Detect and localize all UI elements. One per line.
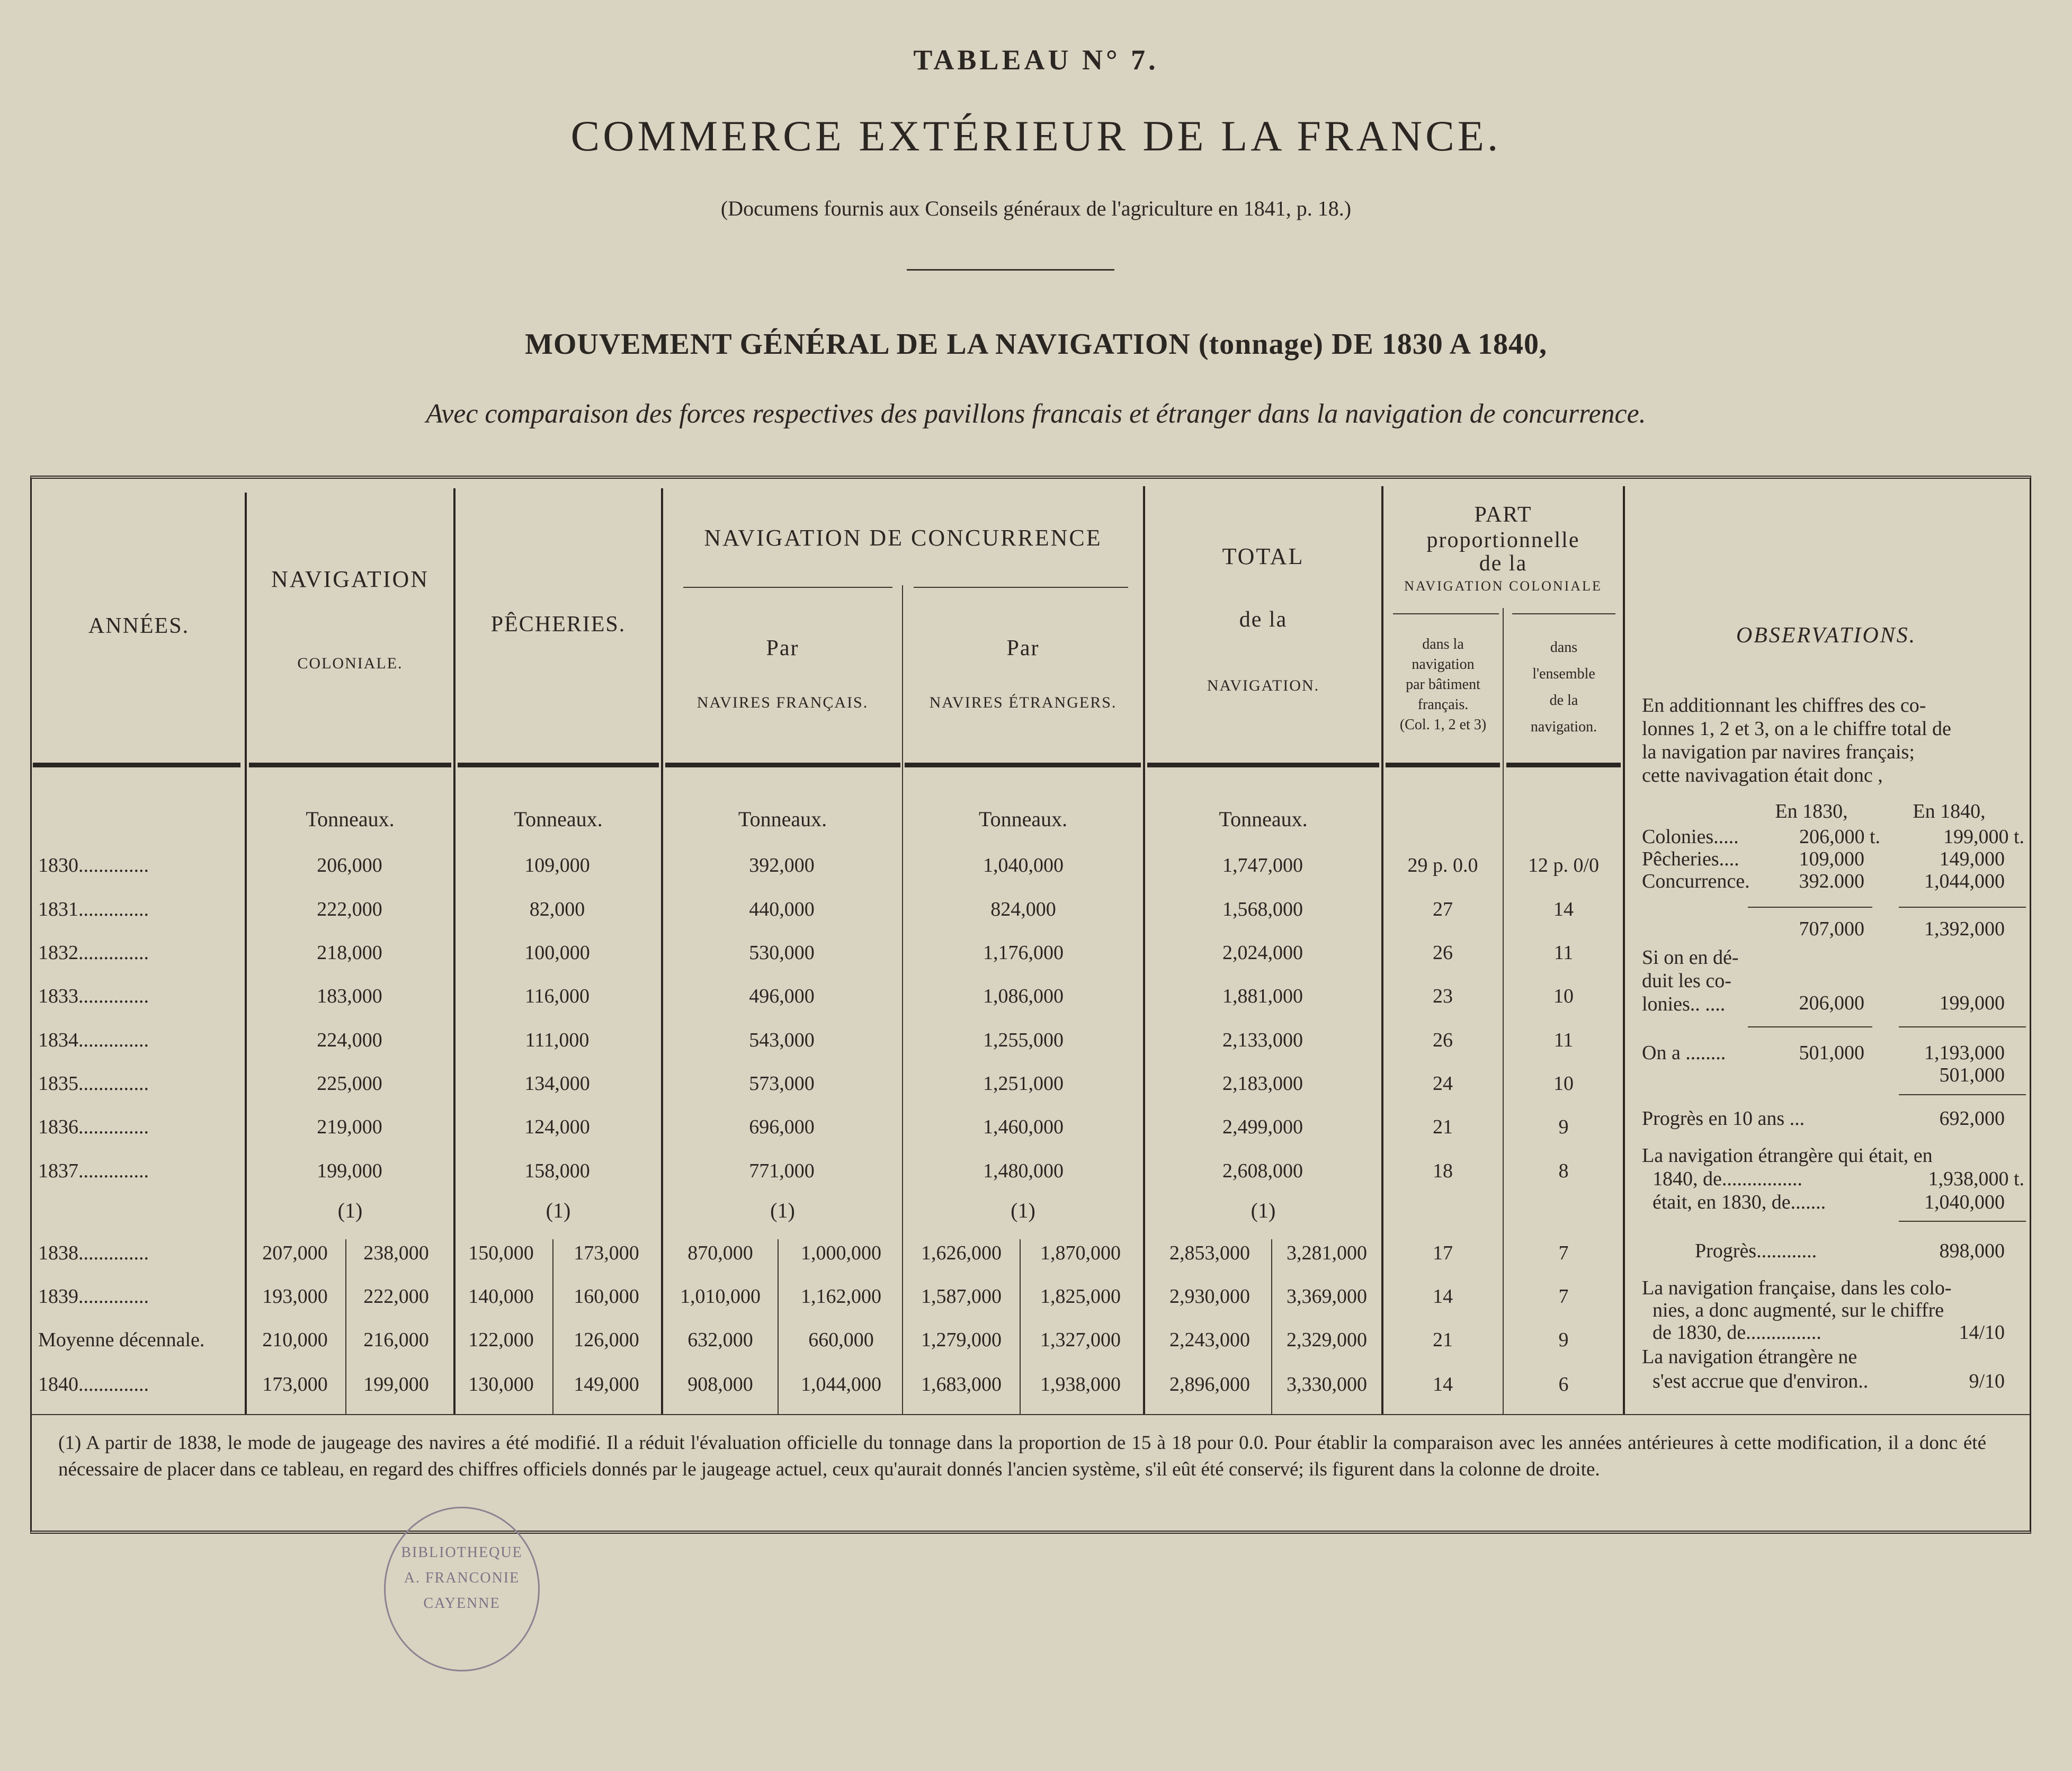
page-title: COMMERCE EXTÉRIEUR DE LA FRANCE.: [570, 112, 1502, 160]
row-year: 1831..............: [38, 898, 149, 920]
row-part-b: 11: [1553, 1029, 1574, 1051]
section-title: MOUVEMENT GÉNÉRAL DE LA NAVIGATION (tonnage) DE 1830 A 1840,: [524, 328, 1547, 361]
unit-tonneaux: Tonneaux.: [1219, 807, 1308, 831]
table-cell: 1,460,000: [983, 1116, 1064, 1138]
obs-etr-2-value: 1,938,000 t.: [1928, 1168, 2024, 1190]
table-cell: 1,010,000: [680, 1285, 761, 1308]
row-part-a: 23: [1433, 985, 1453, 1007]
obs-intro: [1642, 694, 1951, 787]
footnote: (1) A partir de 1838, le mode de jaugeage des navires a été modifié. Il a réduit l'évaluation officielle du tonnage dans la proportion de 15 à 18 pour 0.0. Pour établir la comparaison avec les années antérieures à cette modification, il a donc été nécessaire de placer dans ce tableau, en regard des chiffres officiels donnés par le jaugeage actuel, ceux qu'aurait donnés l'ancien système, s'il eût été conservé; ils figurent dans la colonne de droite.: [58, 1432, 1986, 1480]
obs-etr-3-value: 1,040,000: [1924, 1191, 2005, 1213]
table-cell: 1,870,000: [1040, 1242, 1121, 1264]
row-year: 1834..............: [38, 1029, 149, 1051]
unit-tonneaux: Tonneaux.: [738, 807, 827, 831]
row-year: 1832..............: [38, 942, 149, 964]
table-cell: 109,000: [524, 854, 590, 876]
row-part-a: 17: [1433, 1242, 1453, 1264]
obs-fr-3: de 1830, de...............: [1653, 1321, 1821, 1344]
table-cell: 2,243,000: [1169, 1329, 1250, 1351]
part-b-line: dans: [1550, 639, 1578, 656]
row-part-b: 8: [1558, 1160, 1569, 1182]
row-year: 1833..............: [38, 985, 149, 1007]
col-divider: [1381, 486, 1383, 1414]
table-cell: 210,000: [262, 1329, 328, 1351]
col-header-pecheries: PÊCHERIES.: [490, 612, 626, 637]
footnote-ref: (1): [770, 1198, 795, 1222]
table-cell: 771,000: [749, 1160, 815, 1182]
table-cell: 1,176,000: [983, 942, 1064, 964]
col-header-total-navigation: NAVIGATION.: [1207, 677, 1320, 694]
obs-concurrence-1830: 392.000: [1799, 870, 1864, 892]
table-cell: 1,480,000: [983, 1160, 1064, 1182]
obs-rule: [1899, 1026, 2026, 1027]
col-header-part-b: [1505, 634, 1623, 740]
row-part-a: 29 p. 0.0: [1407, 854, 1478, 876]
obs-fr-5: s'est accrue que d'environ..: [1653, 1370, 1869, 1392]
table-cell: 440,000: [749, 898, 815, 920]
unit-tonneaux: Tonneaux.: [514, 807, 603, 831]
obs-fr-2: nies, a donc augmenté, sur le chiffre: [1653, 1299, 1944, 1321]
table-cell: 2,896,000: [1169, 1373, 1250, 1396]
row-year: 1838..............: [38, 1242, 149, 1264]
row-part-b: 12 p. 0/0: [1528, 854, 1600, 876]
table-cell: 824,000: [990, 898, 1056, 920]
table-cell: 216,000: [363, 1329, 429, 1351]
table-cell: 1,040,000: [983, 854, 1064, 876]
obs-fr-5-value: 9/10: [1969, 1370, 2005, 1392]
footnote-ref: (1): [1011, 1198, 1035, 1222]
stamp-line: A. FRANCONIE: [404, 1570, 520, 1586]
row-part-b: 7: [1558, 1285, 1569, 1308]
row-part-b: 10: [1553, 985, 1574, 1007]
part-a-line: dans la: [1422, 636, 1464, 652]
part-a-line: navigation: [1412, 656, 1475, 673]
header-rule: [33, 763, 240, 767]
obs-colonies-1830: 206,000 t.: [1799, 826, 1880, 848]
row-part-b: 9: [1558, 1329, 1569, 1351]
unit-tonneaux: Tonneaux.: [306, 807, 395, 831]
col-header-par-fr: Par: [766, 636, 799, 660]
table-cell: 632,000: [687, 1329, 753, 1351]
obs-pecheries: Pêcheries....: [1642, 848, 1739, 870]
footnote-ref: (1): [337, 1198, 363, 1222]
obs-etr-1: La navigation étrangère qui était, en: [1642, 1144, 1933, 1167]
col-header-concurrence: NAVIGATION DE CONCURRENCE: [704, 525, 1102, 551]
obs-sum-1830: 707,000: [1799, 918, 1864, 940]
table-cell: 573,000: [749, 1072, 815, 1095]
obs-line: En additionnant les chiffres des co-: [1642, 694, 1926, 717]
table-cell: 134,000: [524, 1072, 590, 1095]
table-cell: 130,000: [468, 1373, 534, 1396]
table-cell: 116,000: [524, 985, 590, 1007]
part-a-line: français.: [1417, 696, 1469, 713]
section-subtitle: Avec comparaison des forces respectives des pavillons francais et étranger dans la navigation de concurrence.: [426, 399, 1646, 429]
library-stamp: [384, 1507, 540, 1671]
table-cell: 222,000: [363, 1285, 429, 1308]
table-cell: 496,000: [749, 985, 815, 1007]
obs-progres10: Progrès en 10 ans ...: [1642, 1107, 1805, 1130]
table-cell: 908,000: [687, 1373, 753, 1396]
obs-line: la navigation par navires français;: [1642, 741, 1915, 763]
obs-rule: [1748, 1026, 1872, 1027]
row-part-a: 27: [1433, 898, 1453, 920]
obs-concurrence: Concurrence.: [1642, 870, 1750, 892]
row-part-b: 7: [1558, 1242, 1569, 1264]
row-part-b: 14: [1553, 898, 1574, 920]
unit-tonneaux: Tonneaux.: [978, 807, 1068, 831]
row-year: 1837..............: [38, 1160, 149, 1182]
col-header-annees: ANNÉES.: [88, 614, 190, 638]
table-cell: 1,587,000: [921, 1285, 1002, 1308]
table-cell: 1,568,000: [1222, 898, 1303, 920]
title-rule: [907, 269, 1114, 271]
obs-pecheries-1840: 149,000: [1939, 848, 2005, 870]
table-cell: 1,086,000: [983, 985, 1064, 1007]
row-part-a: 14: [1433, 1373, 1453, 1396]
row-part-a: 14: [1433, 1285, 1453, 1308]
obs-progres-value: 898,000: [1939, 1240, 2005, 1262]
table-cell: 660,000: [808, 1329, 874, 1351]
obs-colonies-1840: 199,000 t.: [1943, 826, 2024, 848]
table-cell: 193,000: [262, 1285, 328, 1308]
obs-ona-1840: 1,193,000: [1924, 1042, 2005, 1064]
brace-line: [1512, 613, 1615, 614]
table-cell: 219,000: [317, 1116, 382, 1138]
table-cell: 173,000: [262, 1373, 328, 1396]
header-rule: [249, 763, 451, 767]
part-b-line: de la: [1549, 692, 1578, 709]
col-header-navires-etrangers: NAVIRES ÉTRANGERS.: [929, 694, 1117, 711]
row-year: 1839..............: [38, 1285, 149, 1308]
header-rule: [1506, 763, 1621, 767]
obs-progres: Progrès............: [1695, 1240, 1817, 1262]
table-cell: 222,000: [317, 898, 382, 920]
obs-rule: [1748, 907, 1872, 908]
stamp-line: BIBLIOTHEQUE: [401, 1544, 523, 1561]
table-cell: 1,825,000: [1040, 1285, 1121, 1308]
table-cell: 158,000: [524, 1160, 590, 1182]
table-cell: 1,881,000: [1222, 985, 1303, 1007]
row-year: 1836..............: [38, 1116, 149, 1138]
table-cell: 1,000,000: [801, 1242, 881, 1264]
obs-sum-1840: 1,392,000: [1924, 918, 2005, 940]
obs-line: Si on en dé-: [1642, 946, 1739, 969]
header-rule: [665, 763, 900, 767]
obs-progres10-value: 692,000: [1939, 1107, 2005, 1130]
col-header-coloniale: COLONIALE.: [297, 655, 403, 672]
table-cell: 2,329,000: [1287, 1329, 1367, 1351]
table-cell: 199,000: [317, 1160, 382, 1182]
col-header-observations: OBSERVATIONS.: [1736, 623, 1917, 648]
table-cell: 140,000: [468, 1285, 534, 1308]
header-rule: [458, 763, 659, 767]
col-header-proportionnelle: proportionnelle: [1426, 528, 1580, 552]
part-b-line: navigation.: [1530, 719, 1597, 735]
stamp-line: CAYENNE: [423, 1595, 501, 1612]
header-rule: [1386, 763, 1500, 767]
table-cell: 530,000: [749, 942, 815, 964]
part-a-line: (Col. 1, 2 et 3): [1399, 717, 1487, 733]
col-header-total: TOTAL: [1222, 543, 1305, 569]
row-year: 1830..............: [38, 854, 149, 876]
table-cell: 206,000: [317, 854, 382, 876]
footnote-ref: (1): [1251, 1198, 1276, 1222]
table-cell: 218,000: [317, 942, 382, 964]
table-cell: 696,000: [749, 1116, 815, 1138]
table-cell: 183,000: [317, 985, 382, 1007]
table-cell: 124,000: [524, 1116, 590, 1138]
obs-ona-minus: 501,000: [1939, 1064, 2005, 1086]
col-header-nav-coloniale: NAVIGATION COLONIALE: [1404, 578, 1602, 594]
obs-rule: [1899, 1094, 2026, 1095]
table-cell: 173,000: [574, 1242, 639, 1264]
table-cell: 1,626,000: [921, 1242, 1002, 1264]
table-cell: 1,255,000: [983, 1029, 1064, 1051]
obs-line: duit les co-: [1642, 970, 1731, 992]
obs-line: cette navivagation était donc ,: [1642, 764, 1883, 786]
header-rule: [905, 763, 1141, 767]
table-cell: 1,938,000: [1040, 1373, 1121, 1396]
table-cell: 2,133,000: [1222, 1029, 1303, 1051]
table-cell: 3,330,000: [1287, 1373, 1367, 1396]
table-cell: 111,000: [525, 1029, 590, 1051]
table-cell: 3,281,000: [1287, 1242, 1367, 1264]
table-cell: 150,000: [468, 1242, 534, 1264]
row-part-a: 18: [1433, 1160, 1453, 1182]
table-cell: 2,183,000: [1222, 1072, 1303, 1095]
brace-line: [914, 587, 1128, 588]
col-header-total-de-la: de la: [1239, 607, 1288, 632]
col-header-navigation: NAVIGATION: [271, 566, 430, 592]
header-rule: [1147, 763, 1379, 767]
table-cell: 224,000: [317, 1029, 382, 1051]
table-cell: 225,000: [317, 1072, 382, 1095]
col-header-par-etr: Par: [1006, 636, 1040, 660]
col-header-part-de-la: de la: [1479, 551, 1528, 576]
table-cell: 1,279,000: [921, 1329, 1002, 1351]
obs-etr-2: 1840, de................: [1653, 1168, 1802, 1190]
table-cell: 543,000: [749, 1029, 815, 1051]
row-part-a: 26: [1433, 1029, 1453, 1051]
table-cell: 199,000: [363, 1373, 429, 1396]
table-cell: 122,000: [468, 1329, 534, 1351]
table-cell: 238,000: [363, 1242, 429, 1264]
obs-si-1840: 199,000: [1939, 992, 2005, 1014]
obs-fr-4: La navigation étrangère ne: [1642, 1346, 1857, 1368]
col-divider: [661, 488, 663, 1414]
col-divider-thin: [1503, 608, 1504, 1414]
row-part-a: 21: [1433, 1116, 1453, 1138]
col-header-part-a: [1383, 634, 1503, 735]
obs-ona: On a ........: [1642, 1042, 1726, 1064]
tableau-number: TABLEAU N° 7.: [913, 44, 1159, 76]
part-b-line: l'ensemble: [1532, 666, 1595, 682]
table-cell: 1,747,000: [1222, 854, 1303, 876]
obs-etr-3: était, en 1830, de.......: [1653, 1191, 1826, 1213]
obs-fr-1: La navigation française, dans les colo-: [1642, 1277, 1952, 1299]
table-cell: 207,000: [262, 1242, 328, 1264]
row-year: Moyenne décennale.: [38, 1329, 205, 1351]
obs-rule: [1899, 1221, 2026, 1222]
obs-en1830: En 1830,: [1775, 800, 1848, 822]
col-header-navires-francais: NAVIRES FRANÇAIS.: [696, 694, 869, 711]
row-part-a: 21: [1433, 1329, 1453, 1351]
table-cell: 1,683,000: [921, 1373, 1002, 1396]
table-cell: 1,327,000: [1040, 1329, 1121, 1351]
obs-line: lonies.. ....: [1642, 993, 1726, 1015]
obs-pecheries-1830: 109,000: [1799, 848, 1864, 870]
row-part-b: 11: [1553, 942, 1574, 964]
table-cell: 2,853,000: [1169, 1242, 1250, 1264]
source-note: (Documens fournis aux Conseils généraux de l'agriculture en 1841, p. 18.): [720, 196, 1352, 220]
brace-line: [683, 587, 892, 588]
row-part-a: 26: [1433, 942, 1453, 964]
col-header-part: PART: [1474, 503, 1532, 527]
obs-si: [1642, 946, 1739, 1016]
obs-line: lonnes 1, 2 et 3, on a le chiffre total de: [1642, 718, 1951, 740]
footnote-ref: (1): [546, 1198, 571, 1222]
table-cell: 2,024,000: [1222, 942, 1303, 964]
table-cell: 82,000: [529, 898, 585, 920]
part-a-line: par bâtiment: [1406, 676, 1480, 693]
obs-en1840: En 1840,: [1913, 800, 1986, 822]
obs-colonies: Colonies.....: [1642, 826, 1739, 848]
table-cell: 2,930,000: [1169, 1285, 1250, 1308]
table-cell: 1,044,000: [801, 1373, 881, 1396]
row-part-a: 24: [1433, 1072, 1453, 1095]
row-part-b: 6: [1558, 1373, 1569, 1396]
table-cell: 870,000: [687, 1242, 753, 1264]
table-cell: 160,000: [574, 1285, 639, 1308]
table-cell: 2,608,000: [1222, 1160, 1303, 1182]
obs-rule: [1899, 907, 2026, 908]
table-cell: 2,499,000: [1222, 1116, 1303, 1138]
obs-concurrence-1840: 1,044,000: [1924, 870, 2005, 892]
table-cell: 1,162,000: [801, 1285, 881, 1308]
table-cell: 126,000: [574, 1329, 639, 1351]
obs-si-1830: 206,000: [1799, 992, 1864, 1014]
table-bottom-rule: [32, 1414, 2030, 1415]
subcol-divider: [1020, 1239, 1021, 1414]
obs-ona-1830: 501,000: [1799, 1042, 1864, 1064]
table-cell: 1,251,000: [983, 1072, 1064, 1095]
table-cell: 149,000: [574, 1373, 639, 1396]
row-part-b: 9: [1558, 1116, 1569, 1138]
col-divider: [245, 493, 247, 1414]
table-cell: 3,369,000: [1287, 1285, 1367, 1308]
table-cell: 392,000: [749, 854, 815, 876]
row-part-b: 10: [1553, 1072, 1574, 1095]
obs-fr-3-value: 14/10: [1959, 1321, 2005, 1344]
brace-line: [1393, 613, 1499, 614]
row-year: 1840..............: [38, 1373, 149, 1396]
row-year: 1835..............: [38, 1072, 149, 1095]
table-cell: 100,000: [524, 942, 590, 964]
